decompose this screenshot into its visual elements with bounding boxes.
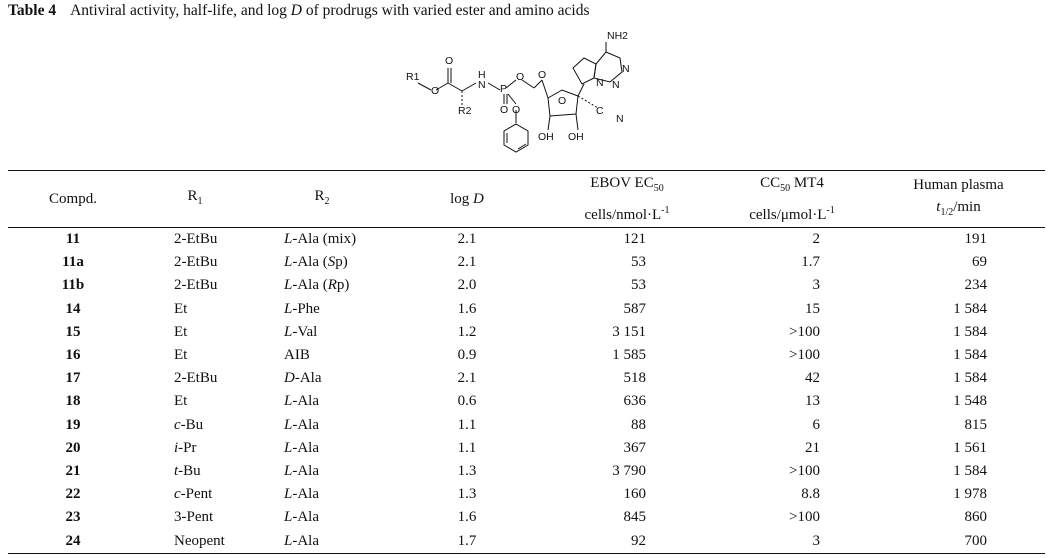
cell-compd: 21 bbox=[65, 463, 81, 480]
label-o-ring: O bbox=[558, 95, 567, 107]
cell-cc50: >100 bbox=[789, 347, 820, 364]
cell-ebov: 636 bbox=[623, 393, 646, 410]
cell-cc50: >100 bbox=[789, 509, 820, 526]
cell-ebov: 3 790 bbox=[612, 463, 646, 480]
header-r2: $R_2$ bbox=[314, 188, 330, 207]
cell-half-life: 1 548 bbox=[953, 393, 987, 410]
cell-logd: 1.6 bbox=[457, 300, 477, 317]
cell-r1: c-Bu bbox=[174, 416, 204, 433]
cell-compd: 11a bbox=[62, 254, 84, 271]
label-n3: N bbox=[596, 77, 604, 89]
table-row bbox=[8, 344, 1045, 367]
cell-cc50: 2 bbox=[812, 231, 820, 247]
label-o-carbonyl: O bbox=[445, 55, 454, 67]
cell-ebov: 518 bbox=[623, 370, 646, 387]
cell-half-life: 815 bbox=[964, 416, 987, 433]
cell-half-life: 1 561 bbox=[953, 439, 987, 456]
label-n-nitrile: N bbox=[616, 113, 624, 125]
cell-half-life: 1 584 bbox=[953, 370, 987, 387]
label-p: P bbox=[500, 83, 508, 95]
caption-text-2: of prodrugs with varied ester and amino acids bbox=[301, 2, 590, 19]
table-label: Table 4 bbox=[8, 2, 57, 19]
cell-r1: c-Pent bbox=[174, 486, 213, 503]
cell-r2: L-Val bbox=[284, 323, 318, 340]
cell-r1: 2-EtBu bbox=[174, 231, 218, 247]
cell-compd: 24 bbox=[65, 532, 81, 549]
cell-cc50: >100 bbox=[789, 323, 820, 340]
caption-text-1: Antiviral activity, half-life, and log bbox=[70, 2, 291, 19]
label-o-link: O bbox=[538, 69, 547, 81]
cell-r1: 2-EtBu bbox=[174, 254, 218, 271]
cell-compd: 20 bbox=[65, 439, 81, 456]
cell-r1: 2-EtBu bbox=[174, 370, 218, 387]
cell-half-life: 860 bbox=[964, 509, 987, 526]
label-o-p3: O bbox=[512, 104, 521, 116]
cell-logd: 2.1 bbox=[457, 370, 477, 387]
table-caption bbox=[8, 2, 590, 20]
cell-r2: L-Ala bbox=[284, 439, 319, 456]
cell-r1: t-Bu bbox=[174, 463, 201, 480]
cell-cc50: 42 bbox=[805, 370, 820, 387]
cell-cc50: 1.7 bbox=[801, 254, 820, 271]
cell-compd: 16 bbox=[65, 347, 81, 364]
cell-r2: L-Ala (mix) bbox=[284, 231, 357, 247]
label-h: H bbox=[478, 69, 486, 81]
table-row bbox=[8, 228, 1045, 252]
cell-r2: L-Ala bbox=[284, 509, 319, 526]
table-row bbox=[8, 274, 1045, 297]
table-row bbox=[8, 298, 1045, 321]
label-r1: R1 bbox=[406, 71, 420, 83]
cell-r1: Et bbox=[174, 323, 188, 340]
header-cc50: $CC_{50}$ MT4 cells/$\mu mol\cdot L^{-1}$ bbox=[749, 175, 835, 223]
cell-r1: i-Pr bbox=[174, 439, 197, 456]
table-row bbox=[8, 251, 1045, 274]
cell-compd: 17 bbox=[65, 370, 81, 387]
cell-cc50: 3 bbox=[812, 532, 820, 549]
data-table bbox=[8, 170, 1045, 554]
cell-cc50: 6 bbox=[812, 416, 820, 433]
table-row bbox=[8, 460, 1045, 483]
cell-logd: 2.1 bbox=[457, 254, 477, 271]
cell-half-life: 1 584 bbox=[953, 300, 987, 317]
cell-half-life: 69 bbox=[972, 254, 987, 271]
cell-logd: 0.9 bbox=[457, 347, 477, 364]
cell-compd: 22 bbox=[65, 486, 81, 503]
cell-compd: 11 bbox=[65, 231, 81, 247]
cell-half-life: 1 584 bbox=[953, 463, 987, 480]
cell-r1: 3-Pent bbox=[174, 509, 214, 526]
cell-logd: 1.7 bbox=[457, 532, 477, 549]
cell-compd: 23 bbox=[65, 509, 81, 526]
cell-ebov: 1 585 bbox=[612, 347, 646, 364]
table-row bbox=[8, 437, 1045, 460]
header-compd: Compd. bbox=[49, 191, 97, 207]
cell-compd: 15 bbox=[65, 323, 81, 340]
label-oh1: OH bbox=[538, 131, 554, 143]
cell-r1: Et bbox=[174, 300, 188, 317]
header-logd: log D bbox=[450, 191, 484, 207]
cell-r1: 2-EtBu bbox=[174, 277, 218, 294]
cell-logd: 1.1 bbox=[457, 416, 477, 433]
cell-logd: 1.3 bbox=[457, 463, 477, 480]
cell-r2: L-Ala bbox=[284, 486, 319, 503]
header-r1: $R_1$ bbox=[187, 188, 203, 207]
cell-cc50: >100 bbox=[789, 463, 820, 480]
cell-half-life: 1 584 bbox=[953, 323, 987, 340]
label-r2: R2 bbox=[458, 105, 472, 117]
cell-logd: 1.3 bbox=[457, 486, 477, 503]
cell-r2: L-Ala bbox=[284, 463, 319, 480]
cell-compd: 18 bbox=[65, 393, 81, 410]
cell-cc50: 13 bbox=[805, 393, 820, 410]
table-row bbox=[8, 390, 1045, 413]
cell-cc50: 8.8 bbox=[801, 486, 820, 503]
cell-ebov: 53 bbox=[631, 277, 646, 294]
label-c: C bbox=[596, 105, 604, 117]
table-header-row bbox=[8, 171, 1045, 228]
cell-compd: 14 bbox=[65, 300, 81, 317]
cell-r2: L-Ala bbox=[284, 393, 319, 410]
cell-ebov: 88 bbox=[631, 416, 646, 433]
cell-logd: 0.6 bbox=[457, 393, 477, 410]
table-row bbox=[8, 367, 1045, 390]
structure-drawing bbox=[398, 28, 638, 158]
cell-logd: 1.6 bbox=[457, 509, 477, 526]
header-ebov: EBOV $EC_{50}$ cells/$nmol\cdot L^{-1}$ bbox=[584, 175, 670, 223]
cell-ebov: 92 bbox=[631, 532, 646, 549]
table-row bbox=[8, 506, 1045, 529]
table-row bbox=[8, 530, 1045, 554]
cell-logd: 1.1 bbox=[457, 439, 477, 456]
label-n-amide: N bbox=[478, 79, 486, 91]
table-row bbox=[8, 483, 1045, 506]
cell-r2: L-Ala (Sp) bbox=[284, 254, 348, 271]
cell-r2: AIB bbox=[284, 347, 310, 364]
table-row bbox=[8, 414, 1045, 437]
cell-half-life: 191 bbox=[964, 231, 987, 247]
caption-text-italic: D bbox=[290, 2, 302, 19]
cell-r1: Et bbox=[174, 393, 188, 410]
label-oh2: OH bbox=[568, 131, 584, 143]
cell-r2: L-Ala bbox=[284, 532, 319, 549]
cell-half-life: 234 bbox=[964, 277, 987, 294]
cell-cc50: 21 bbox=[805, 439, 820, 456]
label-n1: N bbox=[622, 63, 630, 75]
cell-compd: 11b bbox=[61, 277, 85, 294]
cell-r2: D-Ala bbox=[284, 370, 322, 387]
table-row bbox=[8, 321, 1045, 344]
cell-r1: Neopent bbox=[174, 532, 225, 549]
label-o-p2: O bbox=[500, 104, 509, 116]
cell-ebov: 367 bbox=[623, 439, 646, 456]
cell-logd: 2.1 bbox=[457, 231, 477, 247]
cell-cc50: 3 bbox=[812, 277, 820, 294]
cell-ebov: 587 bbox=[623, 300, 646, 317]
cell-half-life: 1 978 bbox=[953, 486, 987, 503]
label-o-p1: O bbox=[516, 71, 525, 83]
cell-compd: 19 bbox=[65, 416, 81, 433]
chemical-structure bbox=[398, 28, 638, 158]
cell-ebov: 121 bbox=[623, 231, 646, 247]
cell-r2: L-Ala bbox=[284, 416, 319, 433]
cell-r2: L-Ala (Rp) bbox=[284, 277, 350, 294]
cell-half-life: 700 bbox=[964, 532, 987, 549]
label-n2: N bbox=[612, 79, 620, 91]
cell-cc50: 15 bbox=[805, 300, 820, 317]
cell-r2: L-Phe bbox=[284, 300, 320, 317]
cell-logd: 2.0 bbox=[457, 277, 477, 294]
label-nh2: NH2 bbox=[607, 30, 629, 42]
header-half-life: Human plasma $t_{1/2}/\min$ bbox=[913, 177, 1004, 218]
cell-ebov: 845 bbox=[623, 509, 646, 526]
cell-r1: Et bbox=[174, 347, 188, 364]
cell-logd: 1.2 bbox=[457, 323, 477, 340]
label-o-ester: O bbox=[431, 85, 440, 97]
cell-ebov: 160 bbox=[623, 486, 646, 503]
cell-half-life: 1 584 bbox=[953, 347, 987, 364]
cell-ebov: 3 151 bbox=[612, 323, 646, 340]
cell-ebov: 53 bbox=[631, 254, 646, 271]
